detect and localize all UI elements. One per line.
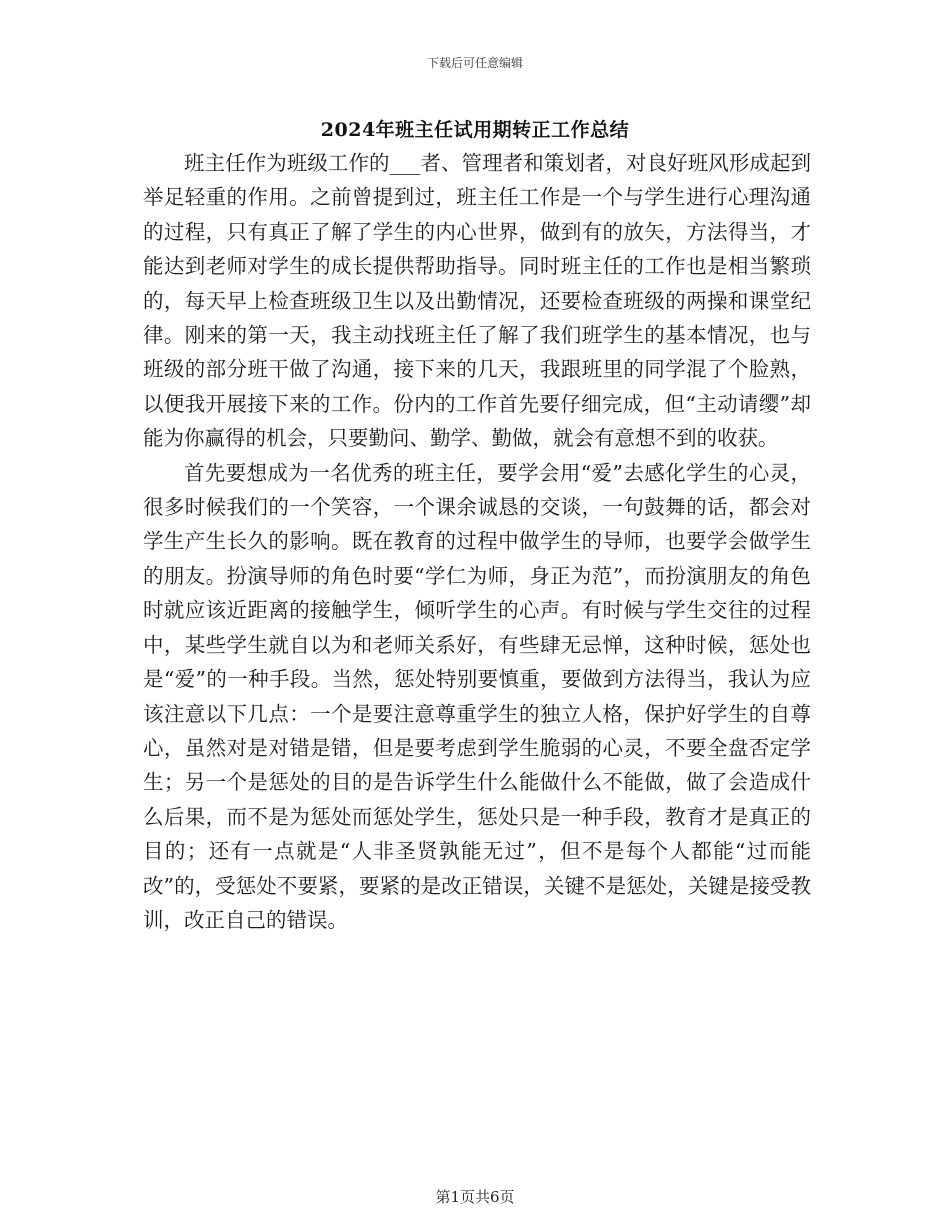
document-body bbox=[143, 146, 811, 937]
page-footer: 第1页共6页 bbox=[435, 1188, 515, 1206]
paragraph-2: 首先要想成为一名优秀的班主任，要学会用“爱”去感化学生的心灵，很多时候我们的一个笑容，一个课余诚恳的交谈，一句鼓舞的话，都会对学生产生长久的影响。既在教育的过程中做学生的导师，也要学会做学生的朋友。扮演导师的角色时要“学仁为师，身正为范”，而扮演朋友的角色时就应该近距离的接触学生，倾听学生的心声。有时候与学生交往的过程中，某些学生就自以为和老师关系好，有些肆无忌惮，这种时候，惩处也是“爱”的一种手段。当然，惩处特别要慎重，要做到方法得当，我认为应该注意以下几点：一个是要注意尊重学生的独立人格，保护好学生的自尊心，虽然对是对错是错，但是要考虑到学生脆弱的心灵，不要全盘否定学生；另一个是惩处的目的是告诉学生什么能做什么不能做，做了会造成什么后果，而不是为惩处而惩处学生，惩处只是一种手段，教育才是真正的目的；还有一点就是“人非圣贤孰能无过”，但不是每个人都能“过而能改”的，受惩处不要紧，要紧的是改正错误，关键不是惩处，关键是接受教训，改正自己的错误。 bbox=[143, 460, 811, 932]
paragraph-1: 班主任作为班级工作的___者、管理者和策划者，对良好班风形成起到举足轻重的作用。之前曾提到过，班主任工作是一个与学生进行心理沟通的过程，只有真正了解了学生的内心世界，做到有的放矢，方法得当，才能达到老师对学生的成长提供帮助指导。同时班主任的工作也是相当繁琐的，每天早上检查班级卫生以及出勤情况，还要检查班级的两操和课堂纪律。刚来的第一天，我主动找班主任了解了我们班学生的基本情况，也与班级的部分班干做了沟通，接下来的几天，我跟班里的同学混了个脸熟，以便我开展接下来的工作。份内的工作首先要仔细完成，但“主动请缨”却能为你赢得的机会，只要勤问、勤学、勤做，就会有意想不到的收获。 bbox=[143, 151, 811, 451]
document-title: 2024年班主任试用期转正工作总结 bbox=[320, 119, 630, 141]
header-note: 下载后可任意编辑 bbox=[426, 56, 523, 70]
